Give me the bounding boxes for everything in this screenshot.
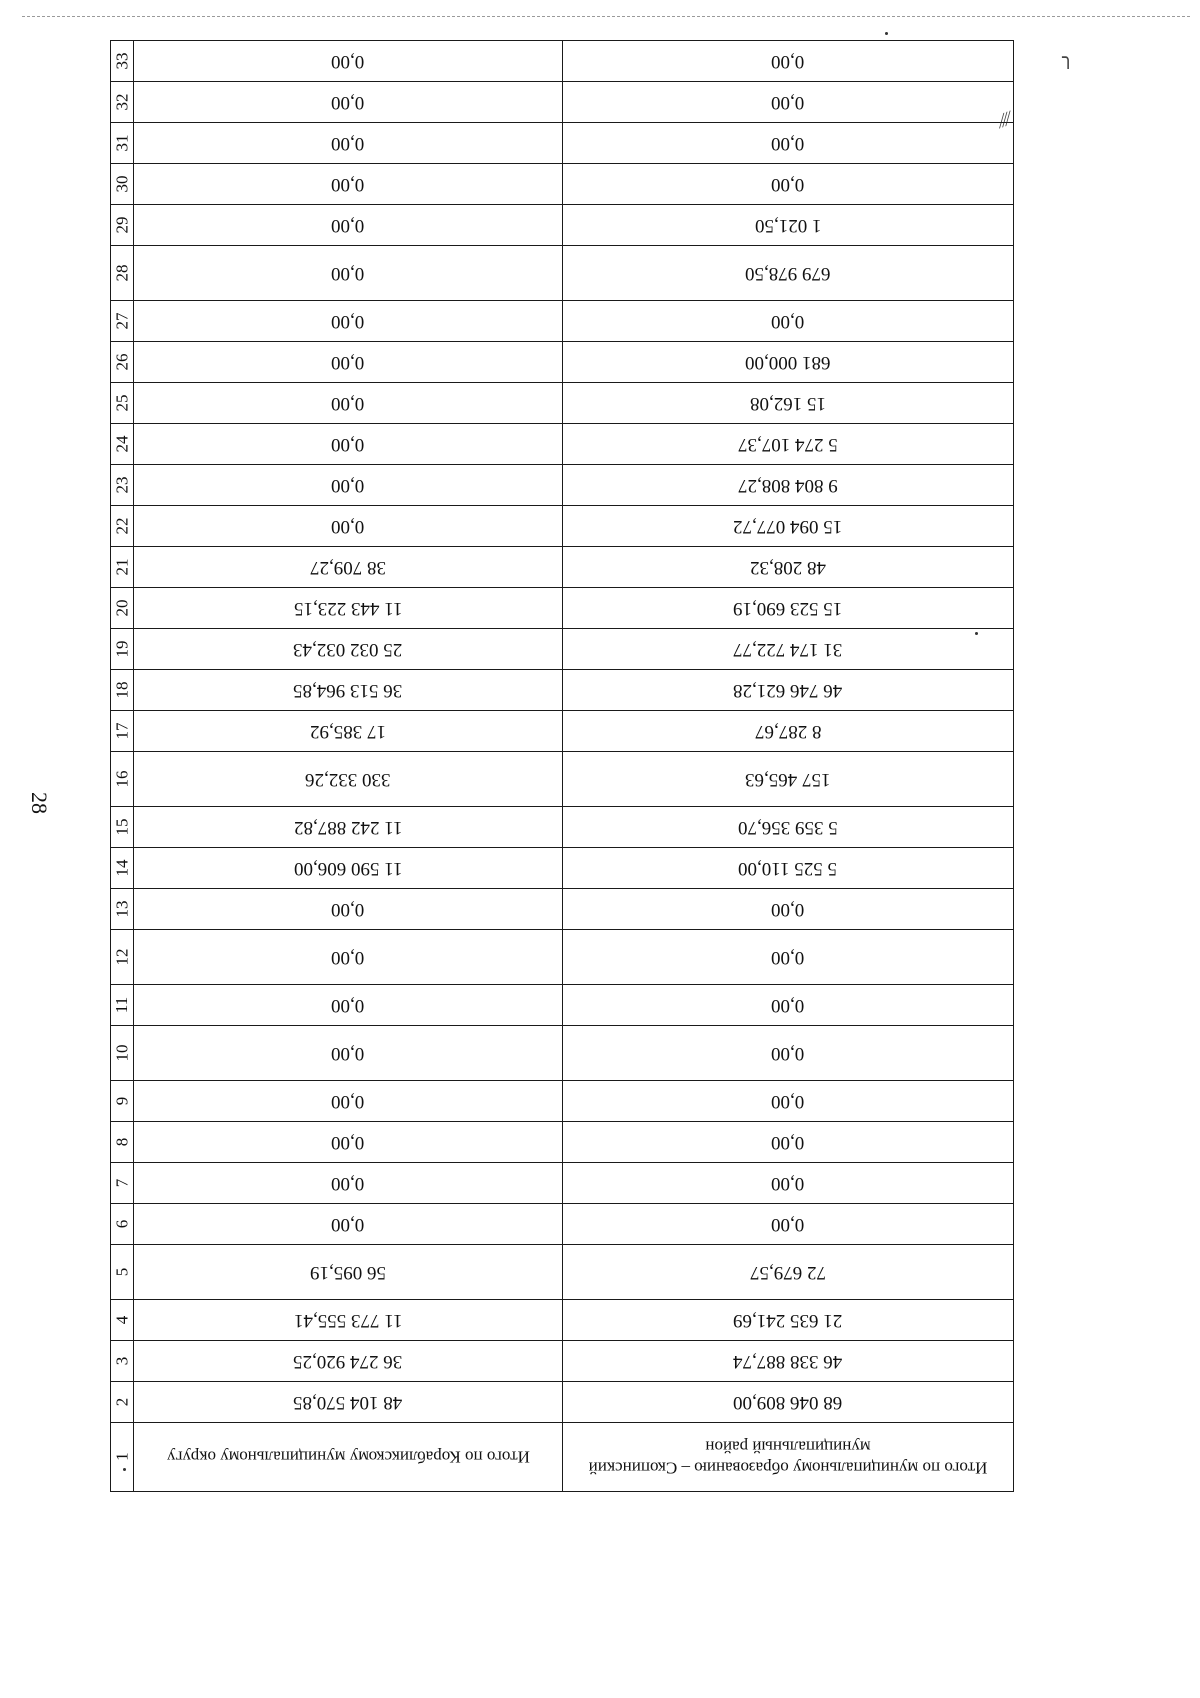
value-cell-korablino-text: 0,00 [331, 1043, 365, 1064]
row-number [111, 670, 134, 711]
value-cell-skopin-text: 0,00 [771, 899, 805, 920]
value-cell-korablino-text: 11 773 555,41 [293, 1310, 403, 1331]
value-cell-korablino [134, 588, 563, 629]
value-cell-korablino [134, 123, 563, 164]
value-cell-korablino-text: 56 095,19 [310, 1262, 386, 1283]
value-cell-skopin-text: 46 338 887,74 [733, 1351, 843, 1372]
value-cell-korablino [134, 711, 563, 752]
table-row [111, 807, 1014, 848]
value-cell-korablino [134, 547, 563, 588]
table-row [111, 342, 1014, 383]
value-cell-korablino-text: 0,00 [331, 174, 365, 195]
row-number-text: 21 [112, 558, 131, 576]
row-number-text: 16 [112, 770, 131, 788]
value-cell-skopin-text: 5 274 107,37 [738, 434, 838, 455]
value-cell-skopin-text: 72 679,57 [750, 1262, 826, 1283]
row-number-text: 4 [112, 1315, 131, 1325]
value-cell-skopin [563, 889, 1014, 930]
value-cell-korablino [134, 889, 563, 930]
value-cell-skopin [563, 1204, 1014, 1245]
row-number [111, 807, 134, 848]
value-cell-skopin [563, 82, 1014, 123]
table-row [111, 164, 1014, 205]
value-cell-korablino [134, 1026, 563, 1081]
row-number-text: 24 [112, 435, 131, 453]
value-cell-korablino [134, 424, 563, 465]
row-number-text: 14 [112, 859, 131, 877]
value-cell-korablino-text: 0,00 [331, 995, 365, 1016]
row-number-text: 25 [112, 394, 131, 412]
table-row [111, 465, 1014, 506]
row-number-text: 32 [112, 93, 131, 111]
table-row [111, 1026, 1014, 1081]
value-cell-korablino-text: 36 513 964,85 [293, 680, 403, 701]
row-number [111, 383, 134, 424]
value-cell-korablino [134, 1341, 563, 1382]
value-cell-skopin [563, 547, 1014, 588]
value-cell-skopin-text: 0,00 [771, 311, 805, 332]
row-number [111, 930, 134, 985]
value-cell-korablino [134, 629, 563, 670]
value-cell-skopin-text: 0,00 [771, 174, 805, 195]
value-cell-skopin-text: 15 094 077,72 [733, 516, 843, 537]
value-cell-skopin [563, 41, 1014, 82]
row-number-text: 26 [112, 353, 131, 371]
value-cell-skopin [563, 123, 1014, 164]
row-number [111, 629, 134, 670]
table-row [111, 301, 1014, 342]
header-row [111, 1423, 1014, 1492]
header-index-text: 1 [112, 1452, 132, 1462]
table-row [111, 1163, 1014, 1204]
value-cell-korablino [134, 506, 563, 547]
row-number [111, 424, 134, 465]
table-row [111, 383, 1014, 424]
table-row [111, 752, 1014, 807]
table-body [111, 41, 1014, 1492]
value-cell-skopin [563, 1245, 1014, 1300]
value-cell-skopin-text: 15 162,08 [750, 393, 826, 414]
value-cell-korablino-text: 17 385,92 [310, 721, 386, 742]
value-cell-skopin-text: 0,00 [771, 51, 805, 72]
value-cell-korablino-text: 11 443 223,15 [293, 598, 403, 619]
row-number [111, 711, 134, 752]
value-cell-korablino [134, 1163, 563, 1204]
row-number [111, 588, 134, 629]
table-row [111, 1081, 1014, 1122]
row-number [111, 123, 134, 164]
table-row [111, 1382, 1014, 1423]
table-row [111, 205, 1014, 246]
row-number-text: 11 [112, 996, 131, 1014]
value-cell-skopin [563, 1163, 1014, 1204]
scan-dot [885, 32, 888, 35]
value-cell-skopin-text: 681 000,00 [745, 352, 831, 373]
value-cell-skopin [563, 164, 1014, 205]
value-cell-skopin [563, 1081, 1014, 1122]
table-row [111, 889, 1014, 930]
value-cell-skopin [563, 930, 1014, 985]
row-number-text: 28 [112, 264, 131, 282]
table-row [111, 41, 1014, 82]
row-number-text: 2 [112, 1397, 131, 1407]
value-cell-korablino-text: 0,00 [331, 1173, 365, 1194]
value-cell-korablino-text: 48 104 570,85 [293, 1392, 403, 1413]
value-cell-korablino [134, 807, 563, 848]
row-number-text: 22 [112, 517, 131, 535]
value-cell-korablino [134, 383, 563, 424]
row-number-text: 20 [112, 599, 131, 617]
value-cell-skopin-text: 5 359 356,70 [738, 817, 838, 838]
row-number [111, 506, 134, 547]
scan-mark: ╮ [1062, 47, 1075, 69]
value-cell-korablino [134, 301, 563, 342]
row-number [111, 1341, 134, 1382]
value-cell-korablino-text: 0,00 [331, 1132, 365, 1153]
value-cell-korablino-text: 0,00 [331, 1214, 365, 1235]
row-number [111, 82, 134, 123]
row-number [111, 1382, 134, 1423]
value-cell-korablino [134, 246, 563, 301]
value-cell-korablino [134, 930, 563, 985]
value-cell-skopin-text: 46 746 621,28 [733, 680, 843, 701]
table-row [111, 588, 1014, 629]
row-number-text: 12 [112, 948, 131, 966]
row-number-text: 10 [112, 1044, 131, 1062]
table-row [111, 629, 1014, 670]
row-number-text: 8 [112, 1137, 131, 1147]
row-number [111, 205, 134, 246]
row-number [111, 301, 134, 342]
value-cell-skopin-text: 0,00 [771, 995, 805, 1016]
row-number-text: 3 [112, 1356, 131, 1366]
row-number-text: 17 [112, 722, 131, 740]
row-number [111, 1163, 134, 1204]
row-number-text: 30 [112, 175, 131, 193]
value-cell-skopin [563, 246, 1014, 301]
value-cell-korablino-text: 330 332,26 [305, 769, 391, 790]
value-cell-korablino-text: 0,00 [331, 133, 365, 154]
table-row [111, 670, 1014, 711]
value-cell-skopin [563, 752, 1014, 807]
value-cell-korablino-text: 11 242 887,82 [293, 817, 403, 838]
value-cell-korablino-text: 0,00 [331, 311, 365, 332]
value-cell-skopin [563, 711, 1014, 752]
value-cell-korablino-text: 36 274 920,25 [293, 1351, 403, 1372]
value-cell-korablino [134, 1204, 563, 1245]
table-row [111, 848, 1014, 889]
value-cell-korablino-text: 0,00 [331, 92, 365, 113]
table-row [111, 547, 1014, 588]
value-cell-korablino [134, 1300, 563, 1341]
value-cell-skopin-text: 5 525 110,00 [738, 858, 838, 879]
value-cell-korablino-text: 0,00 [331, 516, 365, 537]
row-number [111, 246, 134, 301]
row-number [111, 1122, 134, 1163]
row-number [111, 547, 134, 588]
table-row [111, 1300, 1014, 1341]
header-korablino-text: Итого по Корабликскому муниципальному округу [166, 1447, 530, 1467]
value-cell-korablino [134, 41, 563, 82]
value-cell-korablino [134, 82, 563, 123]
row-number-text: 23 [112, 476, 131, 494]
value-cell-korablino [134, 205, 563, 246]
value-cell-skopin-text: 0,00 [771, 947, 805, 968]
table-row [111, 424, 1014, 465]
row-number-text: 7 [112, 1178, 131, 1188]
row-number [111, 848, 134, 889]
row-number [111, 164, 134, 205]
row-number-text: 31 [112, 134, 131, 152]
value-cell-korablino [134, 342, 563, 383]
value-cell-korablino-text: 0,00 [331, 1091, 365, 1112]
value-cell-skopin-text: 0,00 [771, 133, 805, 154]
value-cell-korablino-text: 0,00 [331, 947, 365, 968]
row-number [111, 1026, 134, 1081]
value-cell-korablino-text: 0,00 [331, 51, 365, 72]
value-cell-korablino [134, 164, 563, 205]
row-number [111, 1300, 134, 1341]
value-cell-skopin-text: 15 523 690,19 [733, 598, 843, 619]
value-cell-skopin-text: 48 208,32 [750, 557, 826, 578]
header-skopin [563, 1423, 1014, 1492]
value-cell-skopin-text: 31 174 722,77 [733, 639, 843, 660]
value-cell-skopin [563, 588, 1014, 629]
table-row [111, 1245, 1014, 1300]
value-cell-skopin-text: 679 978,50 [745, 263, 831, 284]
row-number-text: 19 [112, 640, 131, 658]
value-cell-korablino-text: 38 709,27 [310, 557, 386, 578]
value-cell-skopin [563, 1341, 1014, 1382]
value-cell-korablino [134, 670, 563, 711]
row-number-text: 13 [112, 900, 131, 918]
table-row [111, 506, 1014, 547]
value-cell-skopin [563, 383, 1014, 424]
value-cell-skopin-text: 0,00 [771, 1043, 805, 1064]
row-number [111, 465, 134, 506]
value-cell-korablino-text: 0,00 [331, 434, 365, 455]
scan-mark: ⁄⁄⁄ [996, 107, 1014, 133]
header-korablino [134, 1423, 563, 1492]
row-number [111, 985, 134, 1026]
value-cell-korablino-text: 25 032 032,43 [293, 639, 403, 660]
value-cell-skopin-text: 0,00 [771, 1214, 805, 1235]
value-cell-skopin-text: 0,00 [771, 1132, 805, 1153]
header-index [111, 1423, 134, 1492]
value-cell-skopin-text: 0,00 [771, 1091, 805, 1112]
table-row [111, 985, 1014, 1026]
value-cell-skopin [563, 301, 1014, 342]
value-cell-korablino [134, 1382, 563, 1423]
scan-top-edge [22, 16, 1190, 17]
value-cell-skopin-text: 21 635 241,69 [733, 1310, 843, 1331]
value-cell-skopin-text: 68 046 809,00 [733, 1392, 843, 1413]
row-number-text: 15 [112, 818, 131, 836]
value-cell-korablino [134, 752, 563, 807]
value-cell-korablino-text: 0,00 [331, 215, 365, 236]
value-cell-korablino [134, 985, 563, 1026]
table-row [111, 246, 1014, 301]
value-cell-skopin-text: 0,00 [771, 1173, 805, 1194]
value-cell-korablino-text: 0,00 [331, 352, 365, 373]
table-row [111, 930, 1014, 985]
row-number [111, 342, 134, 383]
row-number-text: 33 [112, 52, 131, 70]
value-cell-korablino [134, 848, 563, 889]
value-cell-korablino-text: 11 590 606,00 [293, 858, 403, 879]
value-cell-skopin [563, 465, 1014, 506]
row-number [111, 41, 134, 82]
value-cell-skopin [563, 670, 1014, 711]
value-cell-skopin [563, 1026, 1014, 1081]
row-number [111, 752, 134, 807]
page-number: 28 [27, 792, 52, 814]
value-cell-skopin [563, 205, 1014, 246]
value-cell-korablino-text: 0,00 [331, 475, 365, 496]
value-cell-skopin-text: 8 287,67 [754, 721, 822, 742]
row-number-text: 6 [112, 1219, 131, 1229]
value-cell-skopin [563, 506, 1014, 547]
table-row [111, 1204, 1014, 1245]
data-table [110, 40, 1014, 1492]
row-number-text: 9 [112, 1096, 131, 1106]
value-cell-skopin [563, 1122, 1014, 1163]
value-cell-skopin [563, 848, 1014, 889]
value-cell-korablino-text: 0,00 [331, 393, 365, 414]
value-cell-korablino-text: 0,00 [331, 263, 365, 284]
row-number-text: 18 [112, 681, 131, 699]
row-number-text: 5 [112, 1267, 131, 1277]
value-cell-skopin [563, 985, 1014, 1026]
value-cell-skopin [563, 629, 1014, 670]
row-number [111, 1081, 134, 1122]
value-cell-skopin [563, 1382, 1014, 1423]
table-row [111, 82, 1014, 123]
value-cell-skopin-text: 1 021,50 [754, 215, 822, 236]
value-cell-korablino [134, 465, 563, 506]
row-number-text: 27 [112, 312, 131, 330]
row-number [111, 889, 134, 930]
header-skopin-text: Итого по муниципальному образованию – Скопинский муниципальный район [588, 1437, 988, 1478]
value-cell-korablino [134, 1245, 563, 1300]
value-cell-skopin [563, 1300, 1014, 1341]
row-number [111, 1245, 134, 1300]
value-cell-skopin-text: 9 804 808,27 [738, 475, 838, 496]
value-cell-skopin-text: 157 465,63 [745, 769, 831, 790]
row-number-text: 29 [112, 216, 131, 234]
value-cell-skopin [563, 342, 1014, 383]
value-cell-korablino [134, 1122, 563, 1163]
table-row [111, 1122, 1014, 1163]
value-cell-korablino [134, 1081, 563, 1122]
row-number [111, 1204, 134, 1245]
value-cell-skopin-text: 0,00 [771, 92, 805, 113]
table-row [111, 1341, 1014, 1382]
value-cell-skopin [563, 424, 1014, 465]
table-row [111, 711, 1014, 752]
table-row [111, 123, 1014, 164]
value-cell-korablino-text: 0,00 [331, 899, 365, 920]
value-cell-skopin [563, 807, 1014, 848]
